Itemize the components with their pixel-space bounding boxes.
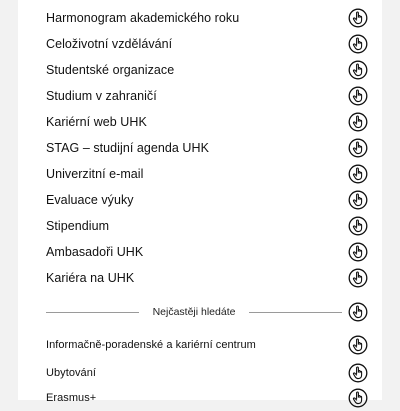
link-karierni-web[interactable] bbox=[46, 109, 368, 135]
divider-line bbox=[46, 312, 139, 313]
link-poradenske-centrum[interactable] bbox=[46, 332, 368, 358]
pointing-hand-icon[interactable] bbox=[348, 8, 368, 28]
link-label: Informačně-poradenské a kariérní centrum bbox=[46, 339, 256, 351]
pointing-hand-icon[interactable] bbox=[348, 60, 368, 80]
link-studentske-organizace[interactable] bbox=[46, 57, 368, 83]
link-stipendium[interactable] bbox=[46, 213, 368, 239]
section-divider-nejcasteji-hledate bbox=[46, 300, 368, 324]
link-label: Univerzitní e-mail bbox=[46, 167, 144, 181]
link-evaluace-vyuky[interactable] bbox=[46, 187, 368, 213]
pointing-hand-icon[interactable] bbox=[348, 112, 368, 132]
link-label: Kariéra na UHK bbox=[46, 271, 135, 285]
pointing-hand-icon[interactable] bbox=[348, 190, 368, 210]
pointing-hand-icon[interactable] bbox=[348, 268, 368, 288]
pointing-hand-icon[interactable] bbox=[348, 242, 368, 262]
link-label: Kariérní web UHK bbox=[46, 115, 147, 129]
link-label: Celoživotní vzdělávání bbox=[46, 37, 173, 51]
link-label: Evaluace výuky bbox=[46, 193, 134, 207]
pointing-hand-icon[interactable] bbox=[348, 34, 368, 54]
pointing-hand-icon[interactable] bbox=[348, 388, 368, 408]
link-ambasadori[interactable] bbox=[46, 239, 368, 265]
pointing-hand-icon[interactable] bbox=[348, 138, 368, 158]
link-label: Ambasadoři UHK bbox=[46, 245, 144, 259]
link-univerzitni-email[interactable] bbox=[46, 161, 368, 187]
link-kariera-na-uhk[interactable] bbox=[46, 265, 368, 291]
link-studium-v-zahranici[interactable] bbox=[46, 83, 368, 109]
link-label: Studium v zahraničí bbox=[46, 89, 157, 103]
link-harmonogram[interactable] bbox=[46, 5, 368, 31]
link-label: Ubytování bbox=[46, 367, 96, 379]
divider-line bbox=[249, 312, 342, 313]
pointing-hand-icon[interactable] bbox=[348, 302, 368, 322]
link-label: STAG – studijní agenda UHK bbox=[46, 141, 209, 155]
link-stag[interactable] bbox=[46, 135, 368, 161]
link-label: Harmonogram akademického roku bbox=[46, 11, 240, 25]
link-erasmus[interactable] bbox=[46, 385, 368, 411]
pointing-hand-icon[interactable] bbox=[348, 164, 368, 184]
links-panel bbox=[18, 0, 382, 404]
link-label: Stipendium bbox=[46, 219, 110, 233]
link-label: Studentské organizace bbox=[46, 63, 175, 77]
pointing-hand-icon[interactable] bbox=[348, 216, 368, 236]
link-label: Erasmus+ bbox=[46, 392, 97, 404]
section-title: Nejčastěji hledáte bbox=[152, 306, 236, 318]
link-ubytovani[interactable] bbox=[46, 360, 368, 386]
link-celozivotni-vzdelavani[interactable] bbox=[46, 31, 368, 57]
pointing-hand-icon[interactable] bbox=[348, 335, 368, 355]
pointing-hand-icon[interactable] bbox=[348, 86, 368, 106]
pointing-hand-icon[interactable] bbox=[348, 363, 368, 383]
